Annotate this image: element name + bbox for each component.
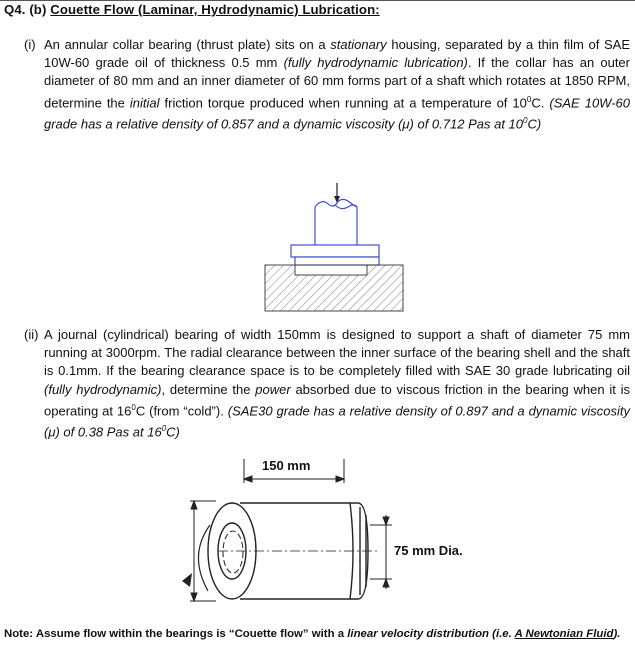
part-i-label: (i)	[24, 37, 36, 52]
part-ii-t3sup: 0	[131, 402, 136, 412]
heading-prefix: Q4. (b)	[4, 2, 51, 17]
question-heading	[4, 2, 634, 17]
part-ii-t1i: (fully hydrodynamic)	[44, 381, 162, 397]
part-i-t2i: (fully hydrodynamic lubrication)	[283, 55, 468, 71]
part-ii-t4: C (from “cold”).	[135, 403, 228, 419]
heading-title: Couette Flow (Laminar, Hydrodynamic) Lubrication:	[50, 2, 380, 17]
part-i-t1: An annular collar bearing (thrust plate) sits on a	[44, 37, 331, 52]
part-i-t4sup: 0	[526, 94, 532, 104]
shaft	[315, 199, 357, 245]
part-i-t4: friction torque produced when running at a temperature of 10	[159, 94, 527, 110]
part-ii-t3: absorbed due to viscous friction in the bearing when it is operating at 16	[44, 381, 630, 419]
part-i-t5sup: 0	[523, 116, 528, 126]
part-i-t5end: C)	[527, 116, 542, 132]
part-ii-t4sup: 0	[161, 424, 167, 434]
diameter-dimension-label: 75 mm Dia.	[394, 543, 463, 558]
part-i-t2: housing, separated by a thin film of SAE 10W-60 grade oil of thickness 0.5 mm	[44, 37, 630, 71]
part-ii-t1: A journal (cylindrical) bearing of width 150mm is designed to support a shaft of diameter 75 mm running at 3000rpm. The radial clearance between the inner surface of the bearing shell and the shaft is 0.1mm. If the bearing clearance space is to be completely filled with SAE 30 grade lubricating oil	[44, 327, 630, 379]
note-newtonian-fluid: A Newtonian Fluid	[514, 628, 614, 640]
part-ii-text	[24, 326, 631, 442]
housing-hatched	[265, 265, 403, 311]
note-t1i: linear velocity distribution (i.e.	[347, 628, 515, 640]
part-i-t1i: stationary	[330, 37, 387, 52]
diameter-dimension	[370, 515, 392, 589]
collar	[291, 245, 379, 265]
note-t1end: ).	[613, 628, 621, 640]
top-border-line	[0, 0, 635, 1]
collar-bearing-diagram	[255, 183, 415, 313]
part-i-t5: C.	[531, 94, 550, 110]
part-i-t3: . If the collar has an outer diameter of 80 mm and an inner diameter of 60 mm forms part of a shaft which rotates at 1850 RPM, determine the	[44, 55, 630, 110]
part-ii-label: (ii)	[24, 327, 39, 342]
rotation-arrow-head	[182, 573, 192, 587]
note-t1: Note: Assume flow within the bearings is “Couette flow” with a	[4, 628, 348, 640]
part-ii-t2: , determine the	[161, 381, 256, 397]
part-i-text	[24, 36, 630, 134]
journal-bearing-diagram	[170, 455, 400, 620]
part-ii-t4i: (SAE30 grade has a relative density of 0.897 and a dynamic viscosity (μ) of 0.38 Pas at 16	[44, 403, 631, 440]
part-i-t5i: (SAE 10W-60 grade has a relative density of 0.857 and a dynamic viscosity (μ) of 0.712 Pas at 10	[44, 94, 630, 132]
part-ii-t4end: C)	[166, 424, 180, 440]
part-i-t3i: initial	[129, 94, 160, 110]
load-arrow-head	[334, 196, 340, 203]
width-dimension-label: 150 mm	[262, 458, 311, 473]
part-ii-t2i: power	[255, 381, 291, 397]
assumption-note	[4, 628, 634, 640]
